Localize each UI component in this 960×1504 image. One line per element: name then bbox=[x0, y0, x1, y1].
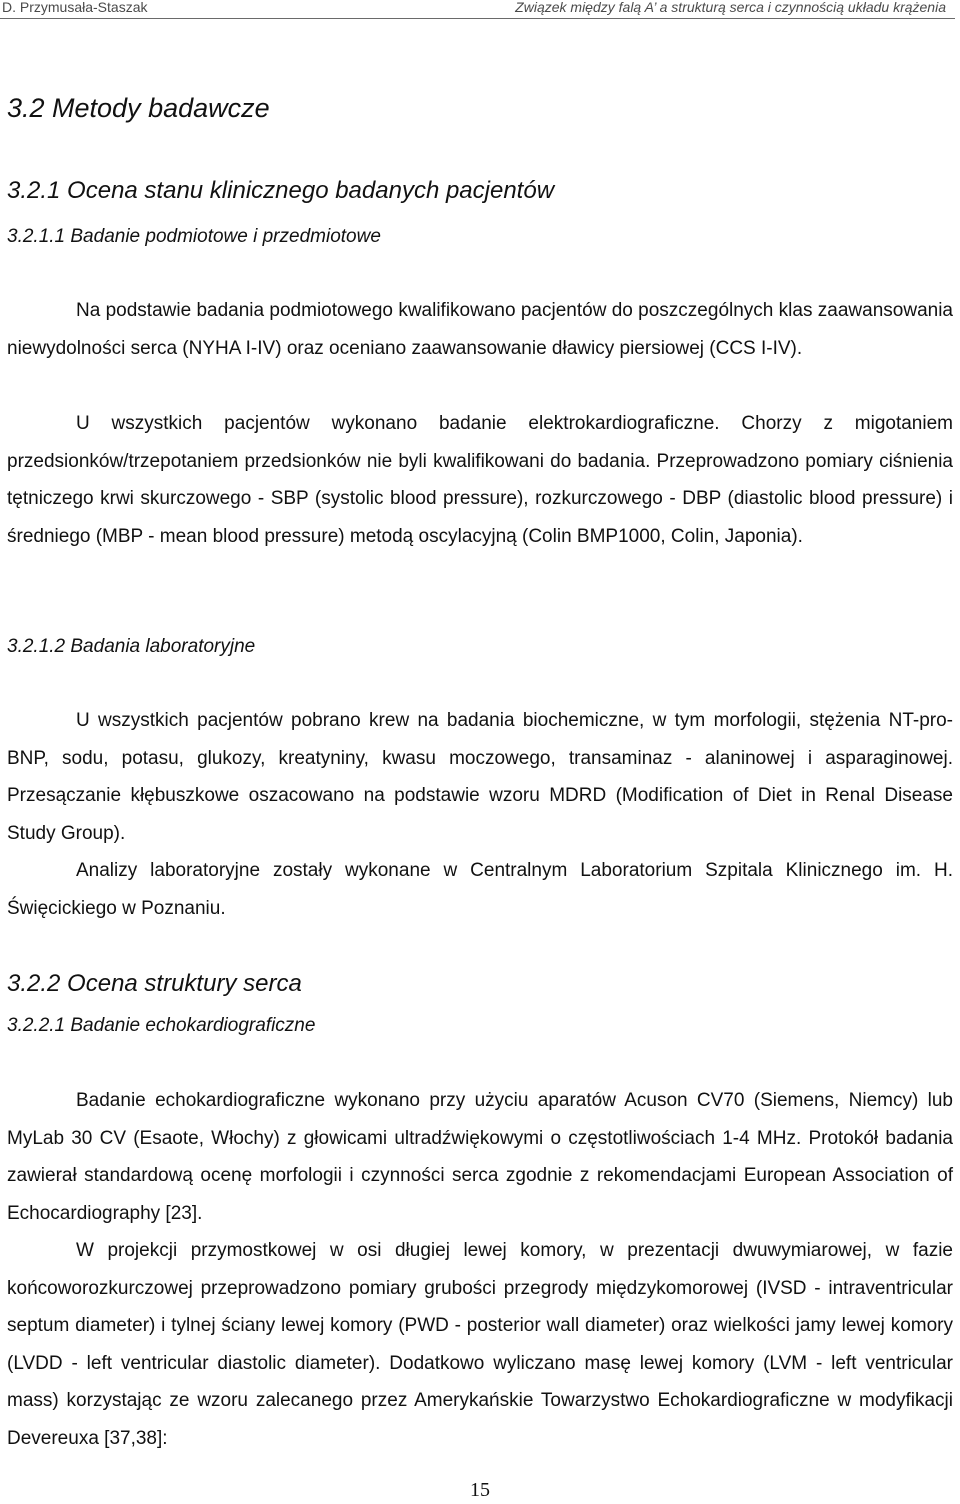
header-title: Związek między falą A’ a strukturą serca i czynnością układu krążenia bbox=[515, 0, 946, 15]
paragraph-3-2-2-1-b: W projekcji przymostkowej w osi długiej lewej komory, w prezentacji dwuwymiarowej, w fazie końcoworozkurczowej przeprowadzono pomiary grubości przegrody międzykomorowej (IVSD - intraventricular septum diameter) i tylnej ściany lewej komory (PWD - posterior wall diameter) oraz wielkości jamy lewej komory (LVDD - left ventricular diastolic diameter). Dodatkowo wyliczano masę lewej komory (LVM - left ventricular mass) korzystając ze wzoru zalecanego przez Amerykańskie Towarzystwo Echokardiograficzne w modyfikacji Devereuxa [37,38]: bbox=[7, 1240, 953, 1449]
section-heading-3-2: 3.2 Metody badawcze bbox=[7, 93, 270, 123]
paragraph-3-2-1-1-a: Na podstawie badania podmiotowego kwalifikowano pacjentów do poszczególnych klas zaawansowania niewydolności serca (NYHA I-IV) oraz oceniano zaawansowanie dławicy piersiowej (CCS I-IV). bbox=[7, 300, 953, 359]
header-divider bbox=[0, 18, 955, 19]
paragraph-3-2-1-1-b: U wszystkich pacjentów wykonano badanie elektrokardiograficzne. Chorzy z migotaniem przedsionków/trzepotaniem przedsionków nie byli kwalifikowani do badania. Przeprowadzono pomiary ciśnienia tętniczego krwi skurczowego - SBP (systolic blood pressure), rozkurczowego - DBP (diastolic blood pressure) i średniego (MBP - mean blood pressure) metodą oscylacyjną (Colin BMP1000, Colin, Japonia). bbox=[7, 413, 953, 547]
section-heading-3-2-2-1: 3.2.2.1 Badanie echokardiograficzne bbox=[7, 1015, 316, 1036]
section-heading-3-2-1-1: 3.2.1.1 Badanie podmiotowe i przedmiotowe bbox=[7, 226, 381, 247]
section-heading-3-2-1-2: 3.2.1.2 Badania laboratoryjne bbox=[7, 636, 256, 657]
section-heading-3-2-2: 3.2.2 Ocena struktury serca bbox=[7, 970, 302, 997]
paragraph-3-2-2-1-a: Badanie echokardiograficzne wykonano przy użyciu aparatów Acuson CV70 (Siemens, Niemcy) lub MyLab 30 CV (Esaote, Włochy) z głowicami ultradźwiękowymi o częstotliwościach 1-4 MHz. Protokół badania zawierał standardową ocenę morfologii i czynności serca zgodnie z rekomendacjami European Association of Echocardiography [23]. bbox=[7, 1090, 953, 1224]
section-heading-3-2-1: 3.2.1 Ocena stanu klinicznego badanych pacjentów bbox=[7, 177, 555, 204]
paragraph-3-2-1-2-a: U wszystkich pacjentów pobrano krew na badania biochemiczne, w tym morfologii, stężenia NT-pro-BNP, sodu, potasu, glukozy, kreatyniny, kwasu moczowego, transaminaz - alaninowej i asparaginowej. Przesączanie kłębuszkowe oszacowano na podstawie wzoru MDRD (Modification of Diet in Renal Disease Study Group). bbox=[7, 710, 953, 844]
paragraph-3-2-1-2-b: Analizy laboratoryjne zostały wykonane w Centralnym Laboratorium Szpitala Klinicznego im. H. Święcickiego w Poznaniu. bbox=[7, 860, 953, 919]
header-author: D. Przymusała-Staszak bbox=[2, 0, 148, 15]
page-number: 15 bbox=[470, 1479, 490, 1501]
running-header bbox=[0, 0, 960, 16]
